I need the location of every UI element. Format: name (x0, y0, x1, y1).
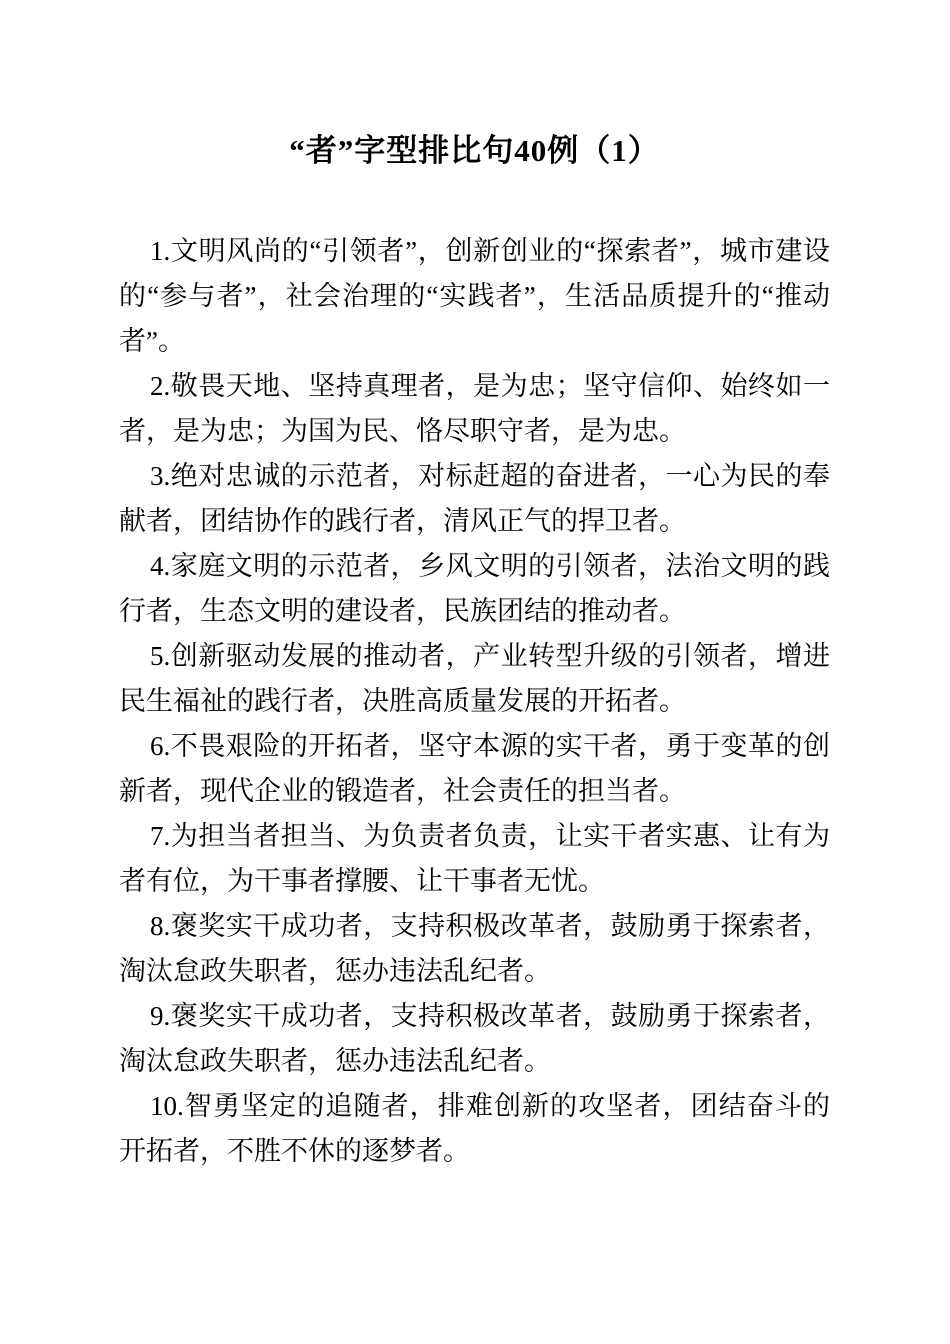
paragraph-8: 8.褒奖实干成功者，支持积极改革者，鼓励勇于探索者，淘汰怠政失职者，惩办违法乱纪者。 (119, 911, 830, 986)
paragraph-10: 10.智勇坚定的追随者，排难创新的攻坚者，团结奋斗的开拓者，不胜不休的逐梦者。 (119, 1091, 830, 1166)
paragraph-9: 9.褒奖实干成功者，支持积极改革者，鼓励勇于探索者，淘汰怠政失职者，惩办违法乱纪者。 (119, 1001, 830, 1076)
paragraph-1: 1.文明风尚的“引领者”，创新创业的“探索者”，城市建设的“参与者”，社会治理的“实践者”，生活品质提升的“推动者”。 (119, 236, 830, 356)
paragraph-7: 7.为担当者担当、为负责者负责，让实干者实惠、让有为者有位，为干事者撑腰、让干事者无忧。 (119, 821, 830, 896)
document-title: “者”字型排比句40例（1） (289, 133, 660, 168)
paragraph-3: 3.绝对忠诚的示范者，对标赶超的奋进者，一心为民的奉献者，团结协作的践行者，清风正气的捍卫者。 (119, 461, 830, 536)
paragraph-2: 2.敬畏天地、坚持真理者，是为忠；坚守信仰、始终如一者，是为忠；为国为民、恪尽职守者，是为忠。 (119, 371, 830, 446)
paragraph-6: 6.不畏艰险的开拓者，坚守本源的实干者，勇于变革的创新者，现代企业的锻造者，社会责任的担当者。 (119, 731, 830, 806)
paragraph-4: 4.家庭文明的示范者，乡风文明的引领者，法治文明的践行者，生态文明的建设者，民族团结的推动者。 (119, 551, 830, 626)
paragraph-5: 5.创新驱动发展的推动者，产业转型升级的引领者，增进民生福祉的践行者，决胜高质量发展的开拓者。 (119, 641, 830, 716)
